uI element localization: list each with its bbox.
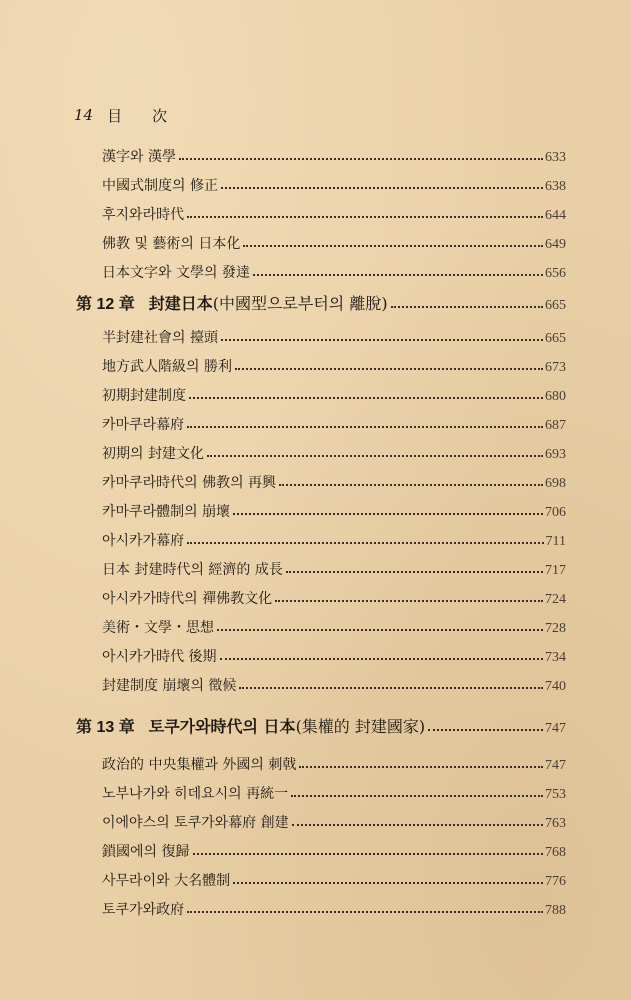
toc-entry-page: 740 — [545, 679, 566, 694]
toc-entry-title: 아시카가時代의 禪佛教文化 — [102, 591, 273, 607]
toc-entry-title: 카마쿠라體制의 崩壞 — [102, 504, 231, 520]
toc-entry — [102, 584, 566, 608]
toc-entry-page: 734 — [545, 650, 566, 665]
toc-entry — [102, 200, 566, 224]
toc-entry — [102, 526, 566, 550]
toc-entry-title: 日本 封建時代의 經濟的 成長 — [102, 562, 283, 578]
dot-leader — [291, 795, 543, 797]
toc-entry-page: 656 — [545, 266, 566, 281]
toc-entry — [102, 555, 566, 579]
dot-leader — [193, 853, 544, 855]
toc-entry — [102, 171, 566, 195]
running-title: 目次 — [107, 106, 198, 125]
toc-entry — [102, 323, 566, 347]
toc-entry-title: 地方武人階級의 勝利 — [102, 359, 232, 375]
toc-entry — [102, 381, 566, 405]
toc-entry — [102, 895, 566, 919]
toc-entry — [102, 642, 566, 666]
dot-leader — [187, 542, 543, 544]
toc-entry-page: 711 — [545, 534, 566, 549]
dot-leader — [220, 658, 543, 660]
toc-entry-title: 漢字와 漢學 — [102, 149, 176, 165]
toc-entry-page: 747 — [545, 758, 566, 773]
toc-entry-page: 680 — [545, 389, 566, 404]
toc-entry-page: 665 — [545, 331, 566, 346]
toc-entry-page: 728 — [545, 621, 566, 636]
toc-entry-title: 中國式制度의 修正 — [102, 178, 218, 194]
toc-entry-title: 사무라이와 大名體制 — [102, 873, 231, 889]
toc-entry-title: 初期封建制度 — [102, 388, 186, 404]
toc-entry-title: 美術・文學・思想 — [102, 620, 214, 636]
toc-entry-page: 753 — [545, 787, 566, 802]
dot-leader — [189, 397, 543, 399]
dot-leader — [253, 274, 543, 276]
page-number: 14 — [74, 106, 94, 124]
chapter-page: 747 — [545, 721, 566, 736]
toc-entry — [102, 229, 566, 253]
toc-entry-page: 763 — [545, 816, 566, 831]
toc-entry — [102, 468, 566, 492]
chapter-number: 第 13 章 — [76, 719, 135, 736]
toc-entry-title: 카마쿠라時代의 佛教의 再興 — [102, 475, 277, 491]
toc-entry-title: 半封建社會의 擡頭 — [102, 330, 218, 346]
toc-entry-title: 아시카가時代 後期 — [102, 649, 217, 665]
dot-leader — [428, 729, 543, 731]
dot-leader — [239, 687, 543, 689]
toc-entry — [102, 779, 566, 803]
toc-entry — [102, 352, 566, 376]
dot-leader — [279, 484, 543, 486]
toc-entry-page: 698 — [545, 476, 566, 491]
dot-leader — [187, 216, 543, 218]
toc-entry — [102, 671, 566, 695]
toc-entry-title: 佛教 및 藝術의 日本化 — [102, 236, 241, 252]
toc-entry-page: 776 — [545, 874, 566, 889]
dot-leader — [179, 158, 543, 160]
chapter-subtitle: (集權的 封建國家) — [295, 717, 426, 736]
toc-entry-page: 693 — [545, 447, 566, 462]
toc-entry-page: 673 — [545, 360, 566, 375]
toc-entry-title: 토쿠가와政府 — [102, 902, 185, 918]
toc-entry-title: 鎖國에의 復歸 — [102, 844, 190, 860]
toc-entry-title: 아시카가幕府 — [102, 533, 185, 549]
toc-entry-page: 638 — [545, 179, 566, 194]
page-header — [74, 104, 197, 126]
toc-entry — [102, 613, 566, 637]
chapter-number: 第 12 章 — [76, 296, 135, 313]
dot-leader — [221, 339, 543, 341]
toc-chapter — [76, 290, 566, 314]
dot-leader — [187, 911, 543, 913]
toc-entry-title: 후지와라時代 — [102, 207, 185, 223]
toc-entry-page: 788 — [545, 903, 566, 918]
toc-entry — [102, 750, 566, 774]
toc-entry-title: 日本文字와 文學의 發達 — [102, 265, 250, 281]
toc-chapter — [76, 713, 566, 737]
toc-entry-title: 노부나가와 히데요시의 再統一 — [102, 786, 289, 802]
toc-entry — [102, 410, 566, 434]
dot-leader — [235, 368, 543, 370]
dot-leader — [299, 766, 543, 768]
dot-leader — [391, 306, 543, 308]
dot-leader — [233, 882, 543, 884]
toc-entry — [102, 439, 566, 463]
chapter-title: 토쿠가와時代의 日本 — [148, 717, 296, 736]
toc-entry-title: 政治的 中央集權과 外國의 刺戟 — [102, 757, 297, 773]
dot-leader — [207, 455, 543, 457]
toc-entry-page: 687 — [545, 418, 566, 433]
toc-entry — [102, 866, 566, 890]
chapter-subtitle: (中國型으로부터의 離脫) — [212, 294, 388, 313]
dot-leader — [187, 426, 543, 428]
dot-leader — [275, 600, 543, 602]
toc-entry — [102, 837, 566, 861]
toc-entry-title: 이에야스의 토쿠가와幕府 創建 — [102, 815, 289, 831]
dot-leader — [217, 629, 543, 631]
dot-leader — [233, 513, 543, 515]
toc-entry-page: 706 — [545, 505, 566, 520]
toc-entry-title: 카마쿠라幕府 — [102, 417, 185, 433]
toc-entry — [102, 142, 566, 166]
chapter-page: 665 — [545, 298, 566, 313]
dot-leader — [292, 824, 543, 826]
toc-entry-page: 717 — [545, 563, 566, 578]
chapter-title: 封建日本 — [148, 294, 213, 313]
dot-leader — [243, 245, 543, 247]
toc-entry — [102, 497, 566, 521]
dot-leader — [286, 571, 543, 573]
toc-entry-page: 649 — [545, 237, 566, 252]
toc-entry-title: 封建制度 崩壞의 徵候 — [102, 678, 237, 694]
toc-entry — [102, 258, 566, 282]
toc-entry — [102, 808, 566, 832]
dot-leader — [221, 187, 543, 189]
toc-entry-page: 633 — [545, 150, 566, 165]
toc-entry-page: 768 — [545, 845, 566, 860]
toc-entry-page: 724 — [545, 592, 566, 607]
toc-entry-page: 644 — [545, 208, 566, 223]
toc-entry-title: 初期의 封建文化 — [102, 446, 204, 462]
